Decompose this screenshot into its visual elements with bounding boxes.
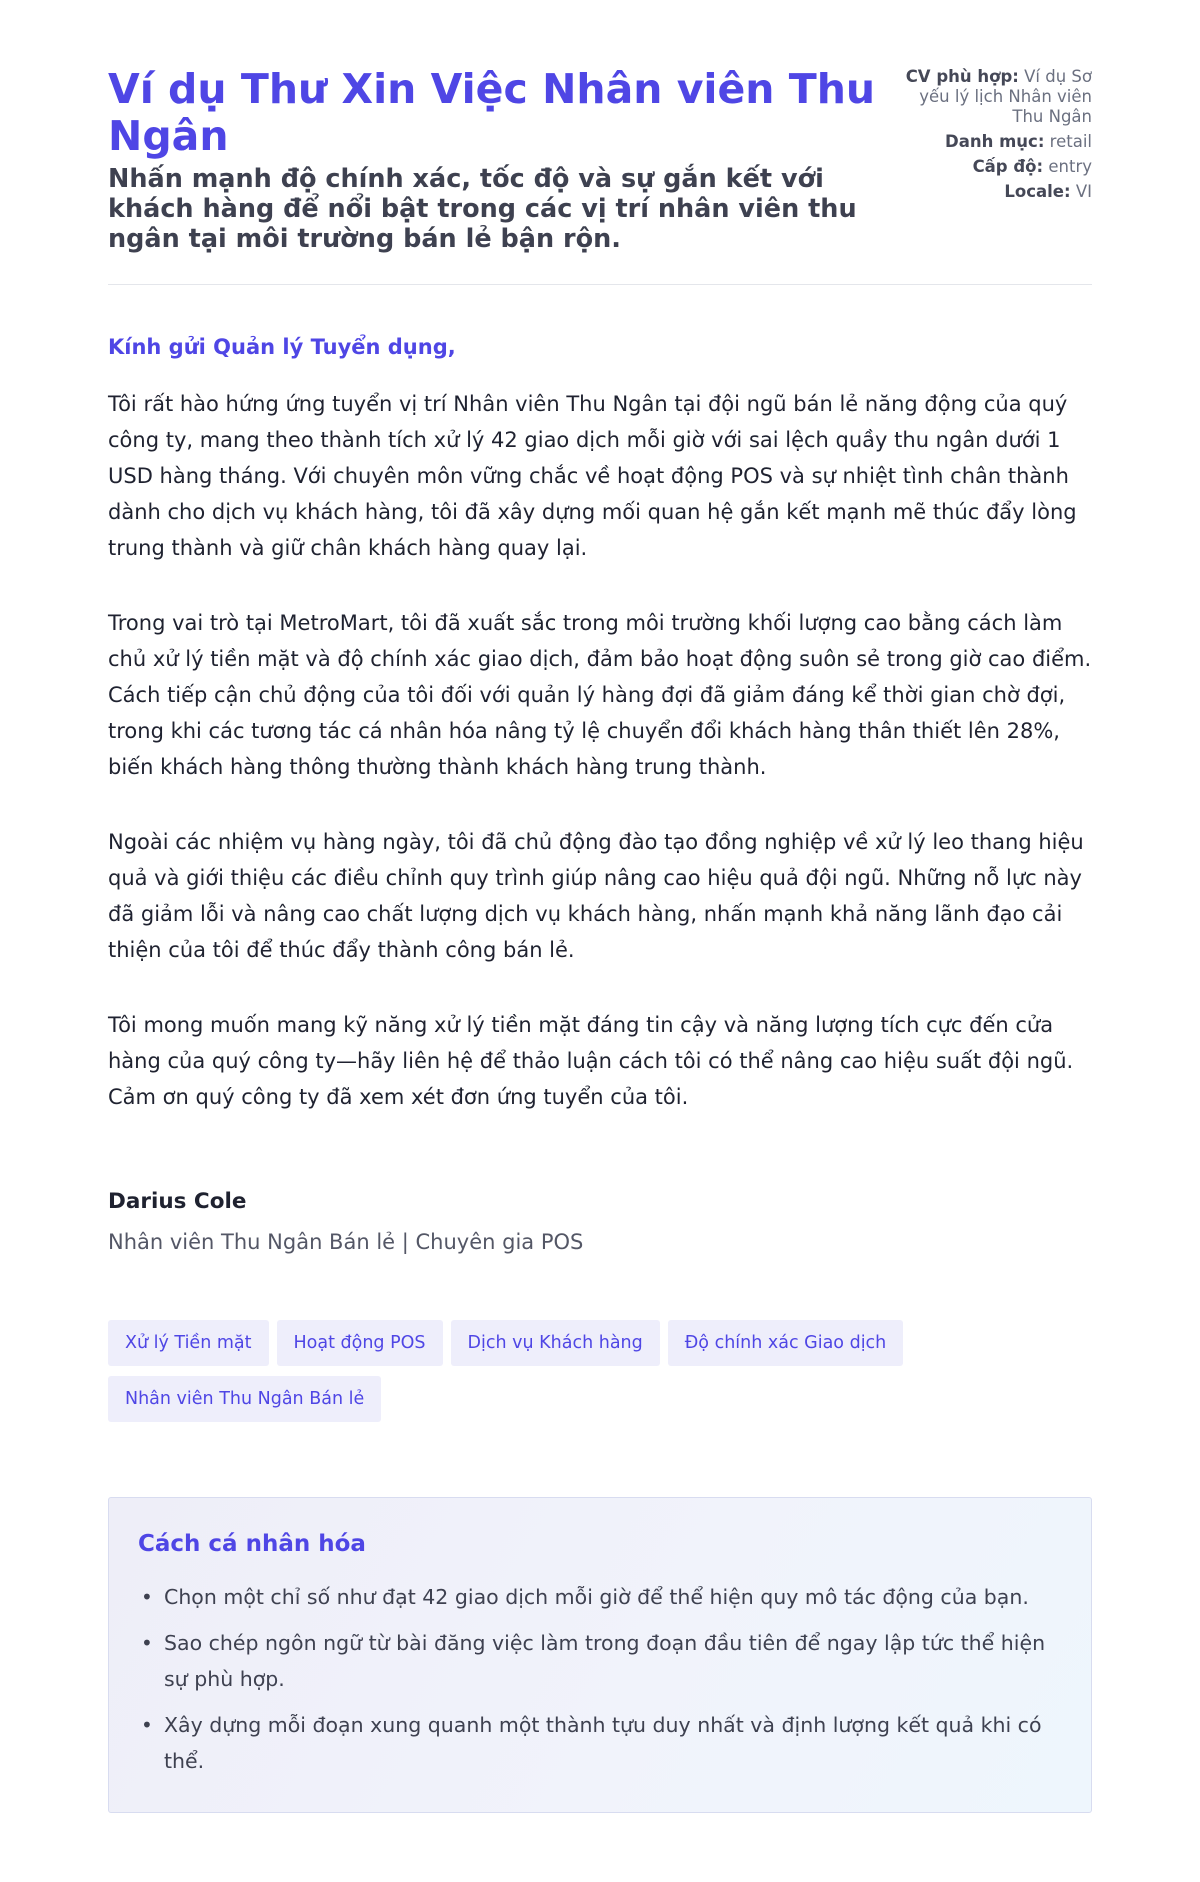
header-divider — [108, 284, 1092, 285]
meta-locale — [892, 182, 1092, 202]
meta-cv-value: Ví dụ Sơ yếu lý lịch Nhân viên Thu Ngân — [919, 67, 1092, 126]
meta-category-label: Danh mục: — [945, 132, 1045, 151]
tips-title: Cách cá nhân hóa — [138, 1531, 366, 1557]
tip-text: Sao chép ngôn ngữ từ bài đăng việc làm trong đoạn đầu tiên để ngay lập tức thể hiện sự phù hợp. — [164, 1631, 1046, 1691]
meta-category-value: retail — [1049, 132, 1092, 151]
tip-item — [138, 1579, 1068, 1615]
skill-tag: Dịch vụ Khách hàng — [451, 1320, 660, 1366]
skill-tag: Độ chính xác Giao dịch — [668, 1320, 904, 1366]
page-title: Ví dụ Thư Xin Việc Nhân viên Thu Ngân — [108, 65, 876, 160]
meta-level-value: entry — [1048, 157, 1092, 176]
meta-category — [892, 132, 1092, 152]
skill-tag: Xử lý Tiền mặt — [108, 1320, 269, 1366]
signature-title: Nhân viên Thu Ngân Bán lẻ | Chuyên gia POS — [108, 1230, 584, 1254]
letter-paragraph: Ngoài các nhiệm vụ hàng ngày, tôi đã chủ động đào tạo đồng nghiệp về xử lý leo thang hiệu quả và giới thiệu các điều chỉnh quy trình giúp nâng cao hiệu quả đội ngũ. Những nỗ lực này đã giảm lỗi và nâng cao chất lượng dịch vụ khách hàng, nhấn mạnh khả năng lãnh đạo cải thiện của tôi để thúc đẩy thành công bán lẻ. — [108, 830, 1084, 962]
letter-body — [108, 332, 1092, 1154]
signature-name: Darius Cole — [108, 1189, 247, 1214]
meta-locale-value: VI — [1075, 182, 1092, 201]
letter-paragraph: Trong vai trò tại MetroMart, tôi đã xuất sắc trong môi trường khối lượng cao bằng cách làm chủ xử lý tiền mặt và độ chính xác giao dịch, đảm bảo hoạt động suôn sẻ trong giờ cao điểm. Cách tiếp cận chủ động của tôi đối với quản lý hàng đợi đã giảm đáng kể thời gian chờ đợi, trong khi các tương tác cá nhân hóa nâng tỷ lệ chuyển đổi khách hàng thân thiết lên 28%, biến khách hàng thông thường thành khách hàng trung thành. — [108, 611, 1092, 779]
letter-salutation: Kính gửi Quản lý Tuyển dụng, — [108, 335, 456, 359]
meta-locale-label: Locale: — [1004, 182, 1071, 201]
personalization-tips-panel — [108, 1497, 1092, 1813]
signature-block — [108, 1187, 1092, 1257]
skill-tag: Nhân viên Thu Ngân Bán lẻ — [108, 1376, 381, 1422]
meta-cv-label: CV phù hợp: — [905, 67, 1019, 86]
tip-text: Xây dựng mỗi đoạn xung quanh một thành tựu duy nhất và định lượng kết quả khi có thể. — [164, 1713, 1042, 1773]
tips-list — [138, 1579, 1068, 1789]
letter-paragraph: Tôi rất hào hứng ứng tuyển vị trí Nhân viên Thu Ngân tại đội ngũ bán lẻ năng động của quý công ty, mang theo thành tích xử lý 42 giao dịch mỗi giờ với sai lệch quầy thu ngân dưới 1 USD hàng tháng. Với chuyên môn vững chắc về hoạt động POS và sự nhiệt tình chân thành dành cho dịch vụ khách hàng, tôi đã xây dựng mối quan hệ gắn kết mạnh mẽ thúc đẩy lòng trung thành và giữ chân khách hàng quay lại. — [108, 392, 1077, 560]
page-subtitle: Nhấn mạnh độ chính xác, tốc độ và sự gắn kết với khách hàng để nổi bật trong các vị trí nhân viên thu ngân tại môi trường bán lẻ bận rộn. — [108, 164, 857, 254]
skill-tags — [108, 1320, 1092, 1432]
bullet-icon: • — [141, 1713, 153, 1737]
tip-item — [138, 1707, 1068, 1779]
meta-level — [892, 157, 1092, 177]
tip-item — [138, 1625, 1068, 1697]
tip-text: Chọn một chỉ số như đạt 42 giao dịch mỗi giờ để thể hiện quy mô tác động của bạn. — [164, 1585, 1029, 1609]
letter-paragraph: Tôi mong muốn mang kỹ năng xử lý tiền mặt đáng tin cậy và năng lượng tích cực đến cửa hàng của quý công ty—hãy liên hệ để thảo luận cách tôi có thể nâng cao hiệu suất đội ngũ. Cảm ơn quý công ty đã xem xét đơn ứng tuyển của tôi. — [108, 1013, 1074, 1109]
meta-cv — [892, 67, 1092, 127]
meta-level-label: Cấp độ: — [972, 157, 1044, 176]
bullet-icon: • — [141, 1585, 153, 1609]
bullet-icon: • — [141, 1631, 153, 1655]
skill-tag: Hoạt động POS — [277, 1320, 443, 1366]
page-header — [108, 66, 1092, 254]
meta-panel — [892, 67, 1092, 207]
